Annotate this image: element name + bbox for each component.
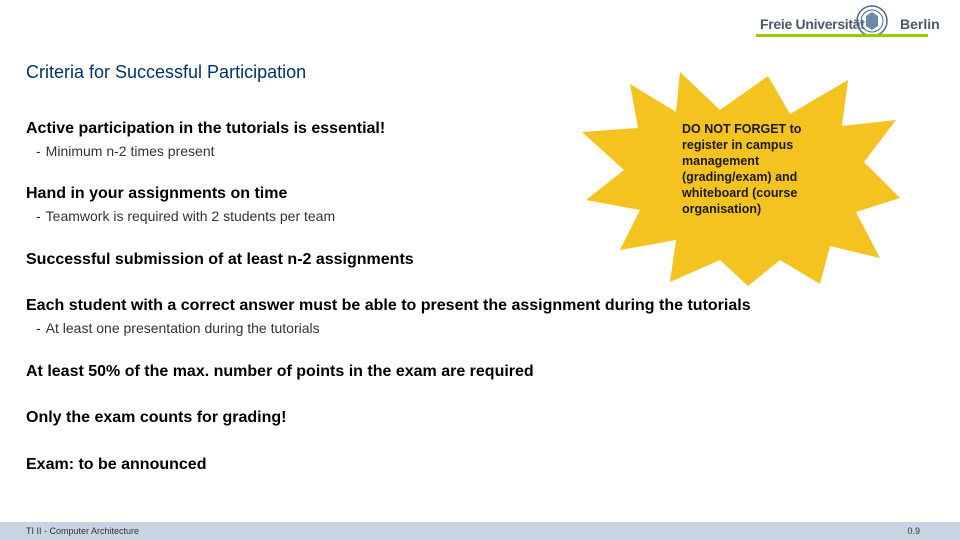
criterion-heading: Each student with a correct answer must be able to present the assignment during the tutorials [26, 297, 751, 314]
logo-text-left: Freie Universität [760, 16, 865, 32]
criterion-detail: - Minimum n-2 times present [36, 143, 215, 159]
criterion-detail: - At least one presentation during the tutorials [36, 320, 320, 336]
footer-bar [0, 522, 960, 540]
university-seal-icon [852, 4, 892, 38]
criterion-heading: Successful submission of at least n-2 assignments [26, 251, 414, 268]
logo-text-right: Berlin [900, 16, 940, 32]
slide-title: Criteria for Successful Participation [26, 62, 307, 82]
criterion-heading: Exam: to be announced [26, 456, 207, 473]
registration-reminder: DO NOT FORGET to register in campus management (grading/exam) and whiteboard (course organisation) [682, 122, 802, 216]
logo-accent-line [756, 34, 928, 37]
criterion-heading: Only the exam counts for grading! [26, 409, 287, 426]
slide-number: 0.9 [907, 526, 920, 536]
criterion-heading: At least 50% of the max. number of points in the exam are required [26, 363, 534, 380]
criterion-heading: Active participation in the tutorials is essential! [26, 120, 386, 137]
university-logo [756, 2, 940, 40]
criterion-heading: Hand in your assignments on time [26, 185, 288, 202]
criterion-detail: - Teamwork is required with 2 students per team [36, 208, 336, 224]
footer-course-name: TI II - Computer Architecture [26, 526, 140, 536]
